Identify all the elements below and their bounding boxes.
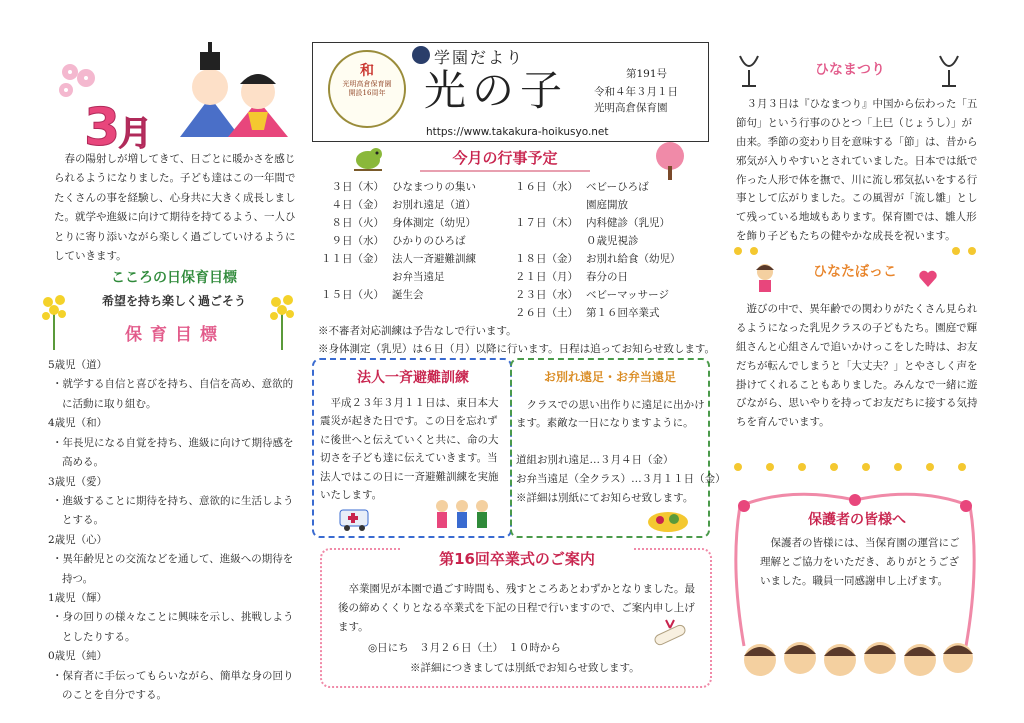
evacuating-children-icon xyxy=(432,498,492,534)
event-row: １５日（火） 誕生会 xyxy=(321,289,424,301)
graduation-body: 卒業園児が本園で過ごす時間も、残すところあとわずかとなりました。最後の締めくくりとなる卒業式を下記の日程で行いますので、ご案内申し上げます。 xyxy=(338,583,695,633)
goal-age: 0歳児（純） xyxy=(48,650,108,663)
goal-text: ・進級することに期待を持ち、意欲的に生活しようとする。 xyxy=(52,494,294,527)
goal-text: ・年長児になる自覚を持ち、進級に向けて期待感を高める。 xyxy=(52,436,294,469)
lantern-icon xyxy=(736,52,762,88)
goal-text: ・保育者に手伝ってもらいながら、簡単な身の回りのことを自分でする。 xyxy=(52,669,294,702)
kokoro-goal-subtitle: 希望を持ち楽しく過ごそう xyxy=(101,294,246,308)
flower-border-icon xyxy=(730,460,980,474)
goal-text: ・就学する自信と喜びを持ち、自信を高め、意欲的に活動に取り組む。 xyxy=(52,378,294,410)
guardians-title: 保護者の皆様へ xyxy=(808,512,906,528)
goal-age: 4歳児（和） xyxy=(48,417,108,430)
ensoku-body: クラスでの思い出作りに遠足に出かけます。素敵な一日になりますように。 xyxy=(516,399,705,430)
month-heading: 3月 xyxy=(84,98,151,158)
diploma-icon xyxy=(650,618,690,654)
heart-icon xyxy=(918,270,938,288)
event-row: ２３日（水） ベビーマッサージ xyxy=(515,289,669,301)
graduation-date: ◎日にち ３月２６日（土） １０時から xyxy=(368,642,561,654)
ambulance-icon xyxy=(338,504,372,532)
event-row: ０歳児視診 xyxy=(586,235,639,247)
graduation-note: ※詳細につきましては別紙でお知らせ致します。 xyxy=(410,662,640,674)
hinatabokko-body: 遊びの中で、異年齢での関わりがたくさん見られるようになった乳児クラスの子どもたち。園庭で輝組さんと心組さんで追いかけっこをした時は、お友だちが転んでしまうと「大丈夫？」とやさしく声を掛けてくれることもありました。みんなで一緒に遊びながら、思いやりを持ってお友だちに接する気持ちを育んでいます。 xyxy=(736,303,978,429)
hinatabokko-title: ひなたぼっこ xyxy=(813,264,897,280)
school-logo-icon xyxy=(412,46,430,64)
events-note: ※身体測定（乳児）は６日（月）以降に行います。日程は追ってお知らせ致します。 xyxy=(318,343,716,355)
issue-date: 令和４年３月１日 xyxy=(594,86,678,98)
graduation-title: 第16回卒業式のご案内 xyxy=(402,548,632,571)
drill-title: 法人一斉避難訓練 xyxy=(357,370,469,386)
hina-dolls-icon xyxy=(170,42,290,142)
hinamatsuri-title: ひなまつり xyxy=(815,62,885,78)
event-row: ４日（金） お別れ遠足（道） xyxy=(331,199,476,211)
anniversary-badge: 和 光明高倉保育園 開設16周年 xyxy=(328,50,406,128)
nursery-name: 光明高倉保育園 xyxy=(594,102,668,114)
goal-age: 1歳児（輝） xyxy=(48,592,108,605)
goal-age: 2歳児（心） xyxy=(48,533,108,546)
drill-body: 平成２３年３月１１日は、東日本大震災が起きた日です。この日を忘れずに後世へと伝えていくと共に、命の大切さを子ども達に伝えていきます。当法人ではこの日に一斉避難訓練を実施いたします。 xyxy=(320,397,499,501)
bento-icon xyxy=(646,506,690,534)
ensoku-detail: お弁当遠足（全クラス）…３月１１日（金） xyxy=(516,473,726,485)
goal-text: ・異年齢児との交流などを通して、進級への期待を持つ。 xyxy=(52,553,294,585)
flower-border-icon xyxy=(730,244,980,258)
event-row: １６日（水） ベビーひろば xyxy=(515,181,649,193)
events-list-left xyxy=(318,178,518,304)
ensoku-note: ※詳細は別紙にてお知らせ致します。 xyxy=(516,492,694,504)
children-group-icon xyxy=(736,632,976,692)
bird-icon xyxy=(350,144,386,174)
newsletter-label: 学園だより xyxy=(434,48,525,67)
goals-title: 保育目標 xyxy=(125,325,225,345)
event-row: ９日（水） ひかりのひろば xyxy=(331,235,466,247)
intro-paragraph: 春の陽射しが増してきて、日ごとに暖かさを感じられるようになりました。子ども達はこの一年間でたくさんの事を経験し、心身共に大きく成長しました。就学や進級に向けて期待を持てるよう、一人ひとりに寄り添いながら楽しく過ごしていけるようにしていきます。 xyxy=(54,153,296,263)
event-row: １７日（木） 内科健診（乳児） xyxy=(515,217,670,229)
newsletter-title: 光の子 xyxy=(424,66,569,115)
guardians-body: 保護者の皆様には、当保育園の運営にご理解とご協力をいただき、ありがとうございました。職員一同感謝申し上げます。 xyxy=(760,537,960,587)
events-title: 今月の行事予定 xyxy=(420,147,590,172)
event-row: 園庭開放 xyxy=(586,199,628,211)
event-row: ２６日（土） 第１６回卒業式 xyxy=(515,307,660,319)
rapeseed-flower-icon xyxy=(34,290,74,350)
ensoku-detail: 道組お別れ遠足…３月４日（金） xyxy=(516,454,674,466)
events-list-right xyxy=(512,178,712,322)
girl-icon xyxy=(752,262,778,294)
goal-age: 5歳児（道） xyxy=(48,359,108,371)
event-row: １１日（金） 法人一斉避難訓練 xyxy=(321,253,476,265)
event-row: １８日（金） お別れ給食（幼児） xyxy=(515,253,681,265)
kokoro-goal-title: こころの日保育目標 xyxy=(111,270,237,286)
goals-list xyxy=(48,356,300,706)
events-note: ※不審者対応訓練は予告なしで行います。 xyxy=(318,325,517,337)
cherry-tree-icon xyxy=(650,140,690,180)
website-link[interactable]: https://www.takakura-hoikusyo.net xyxy=(426,126,609,138)
hinamatsuri-body: ３月３日は『ひなまつり』中国から伝わった「五節句」という行事のひとつ「上巳（じょうし）」が由来。季節の変わり目を意味する「節」は、昔から邪気が入りやすいとされていました。日本では紙で作った人形で体を撫で、川に流し邪気払いをする行事として広がりました。この風習が「流し雛」として残っている地域もあります。保育園では、雛人形を飾り子どもたちの健やかな成長を祝います。 xyxy=(736,98,978,243)
event-row: ２１日（月） 春分の日 xyxy=(515,271,628,283)
issue-number: 第191号 xyxy=(626,68,668,80)
ensoku-title: お別れ遠足・お弁当遠足 xyxy=(543,370,676,384)
event-row: ８日（火） 身体測定（幼児） xyxy=(331,217,476,229)
event-row: お弁当遠足 xyxy=(392,271,445,283)
goal-text: ・身の回りの様々なことに興味を示し、挑戦しようとしたりする。 xyxy=(52,611,294,643)
lantern-icon xyxy=(936,52,962,88)
event-row: ３日（木） ひなまつりの集い xyxy=(331,181,476,193)
goal-age: 3歳児（愛） xyxy=(48,475,108,488)
